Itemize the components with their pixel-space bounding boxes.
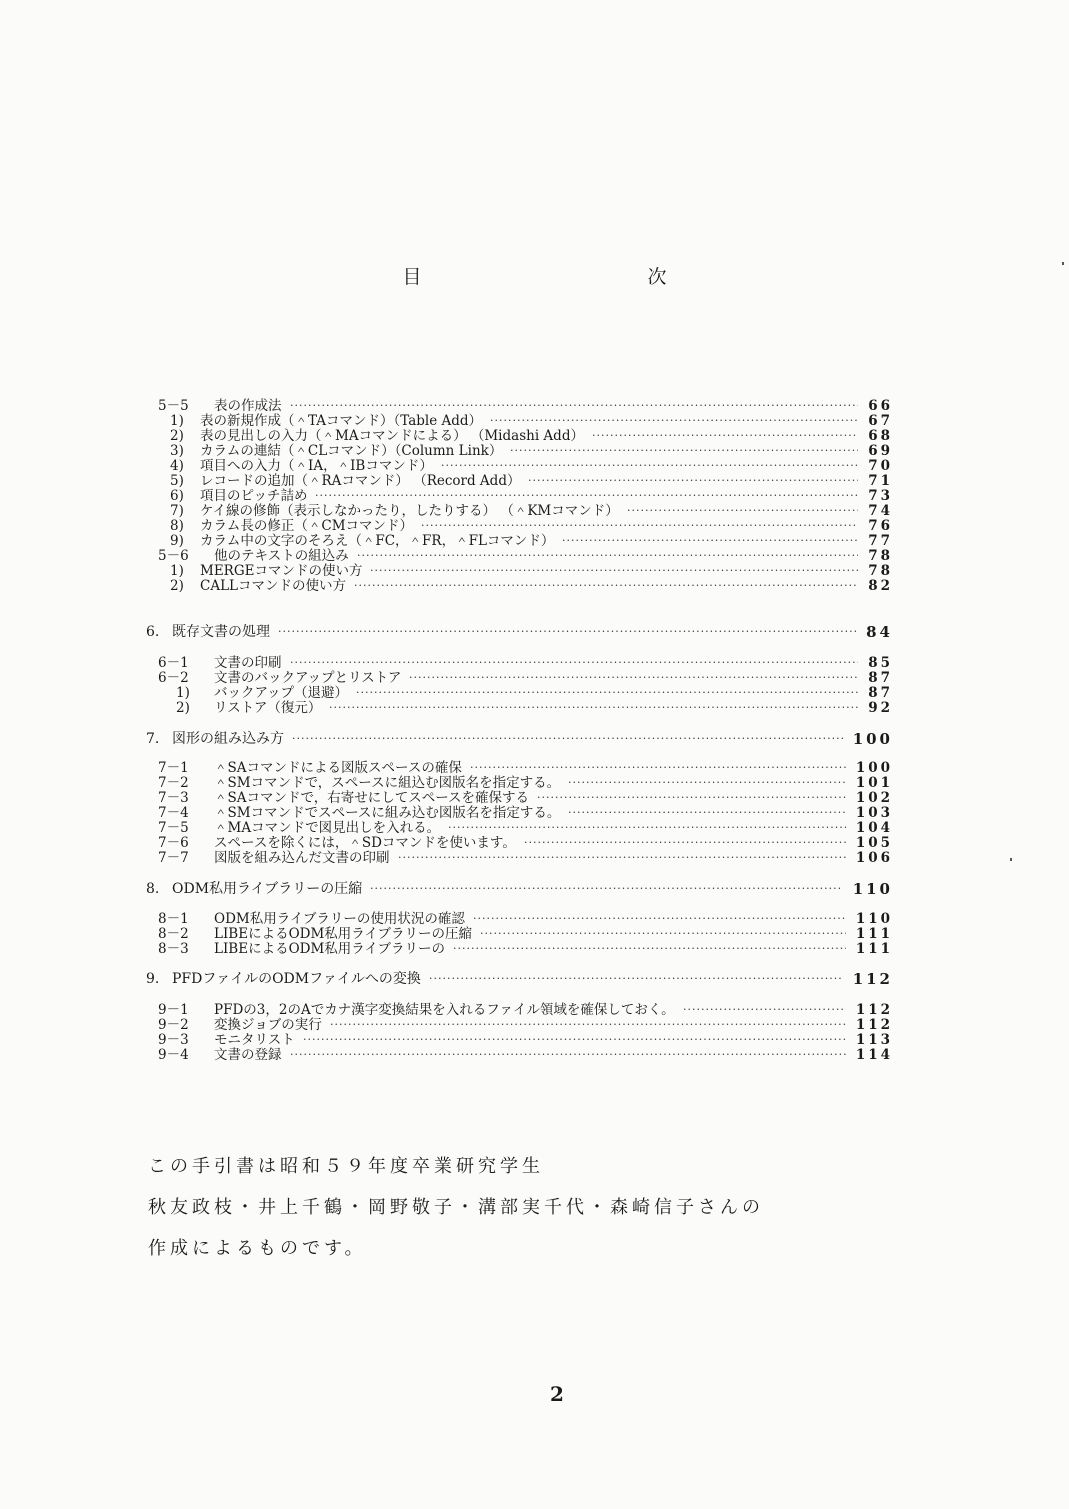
toc-entry-page: 78 [868,548,893,564]
author-note-line-1: この手引書は昭和５９年度卒業研究学生 [148,1156,544,1177]
toc-entry-page: 71 [868,473,893,489]
toc-entry-number: 7－7 [158,850,189,866]
toc-entry-page: 84 [866,623,893,641]
toc-entry-title: PFDファイルのODMファイルへの変換 [172,971,421,987]
toc-entry [0,941,1069,957]
toc-entry-page: 100 [855,760,893,776]
toc-entry [0,398,1069,414]
toc-leader-dots [470,760,846,776]
toc-leader-dots [292,731,843,747]
toc-entry-page: 70 [868,458,893,474]
toc-entry-title: CALLコマンドの使い方 [200,578,347,594]
toc-entry-number: 5－6 [158,548,189,564]
toc-entry-page: 112 [852,970,893,988]
toc-entry-title: カラム中の文字のそろえ（＾FC，＾FR，＾FLコマンド） [200,533,555,549]
toc-entry-number: 7－5 [158,820,189,836]
toc-entry [0,578,1069,594]
toc-leader-dots [562,533,858,549]
toc-entry-title: 表の見出しの入力（＾MAコマンドによる） （Midashi Add） [200,428,584,444]
toc-leader-dots [356,685,858,701]
toc-leader-dots [537,790,846,806]
toc-entry [0,458,1069,474]
toc-leader-dots [528,473,858,489]
toc-entry-title: ＾SMコマンドでスペースに組み込む図版名を指定する。 [214,805,561,821]
toc-leader-dots [592,428,858,444]
toc-entry-title: ODM私用ライブラリーの使用状況の確認 [214,911,465,927]
toc-entry [0,820,1069,836]
toc-entry [0,563,1069,579]
toc-entry-page: 112 [855,1002,893,1018]
toc-entry-title: レコードの追加（＾RAコマンド） （Record Add） [200,473,521,489]
toc-entry-number: 6－1 [158,655,189,671]
toc-leader-dots [490,413,858,429]
toc-entry-page: 110 [855,911,893,927]
toc-leader-dots [473,911,846,927]
toc-entry-title: 他のテキストの組込み [214,548,349,564]
toc-entry-number: 9－4 [158,1047,189,1063]
toc-entry-page: 74 [868,503,893,519]
toc-entry [0,700,1069,716]
author-note-line-2: 秋友政枝・井上千鶴・岡野敬子・溝部実千代・森崎信子さんの [148,1197,764,1218]
toc-entry-title: 文書の印刷 [214,655,282,671]
toc-entry-number: 9－1 [158,1002,189,1018]
toc-entry-page: 82 [868,578,893,594]
toc-entry-title: ＾MAコマンドで図見出しを入れる。 [214,820,441,836]
toc-entry [0,731,1069,747]
toc-entry [0,473,1069,489]
toc-entry-page: 112 [855,1017,893,1033]
toc-entry [0,413,1069,429]
toc-entry-page: 85 [868,655,893,671]
toc-entry-number: 4) [170,458,184,474]
toc-leader-dots [627,503,858,519]
toc-entry-title: MERGEコマンドの使い方 [200,563,363,579]
toc-entry [0,805,1069,821]
toc-entry-page: 111 [855,941,893,957]
toc-entry-number: 1) [170,413,184,429]
toc-leader-dots [357,548,858,564]
toc-entry-page: 77 [868,533,893,549]
toc-entry-number: 2) [176,700,190,716]
toc-entry-page: 103 [855,805,893,821]
toc-entry-number: 5－5 [158,398,189,414]
toc-entry-page: 68 [868,428,893,444]
toc-entry [0,1047,1069,1063]
toc-leader-dots [329,700,858,716]
toc-entry-page: 102 [855,790,893,806]
toc-entry-page: 101 [855,775,893,791]
toc-entry-number: 5) [170,473,184,489]
toc-entry-page: 73 [868,488,893,504]
toc-entry-number: 7－1 [158,760,189,776]
scan-speck [1062,262,1064,265]
toc-entry-title: PFDの3，2のAでカナ漢字変換結果を入れるファイル領域を確保しておく。 [214,1002,675,1018]
toc-entry-number: 9－2 [158,1017,189,1033]
toc-entry [0,971,1069,987]
toc-entry [0,488,1069,504]
toc-entry [0,1017,1069,1033]
toc-leader-dots [510,443,858,459]
toc-entry-number: 9. [146,971,160,987]
toc-leader-dots [524,835,846,851]
toc-entry-title: ＾SMコマンドで，スペースに組込む図版名を指定する。 [214,775,561,791]
toc-entry-page: 78 [868,563,893,579]
toc-leader-dots [480,926,846,942]
toc-entry-title: 表の新規作成（＾TAコマンド）（Table Add） [200,413,483,429]
toc-entry-number: 6－2 [158,670,189,686]
toc-entry-title: バックアップ（退避） [214,685,349,701]
toc-leader-dots [409,670,858,686]
toc-entry-title: カラムの連結（＾CLコマンド）（Column Link） [200,443,503,459]
toc-entry-page: 114 [855,1047,893,1063]
toc-entry-title: モニタリスト [214,1032,295,1048]
toc-entry [0,850,1069,866]
toc-entry-number: 2) [170,428,184,444]
toc-entry [0,533,1069,549]
toc-leader-dots [429,971,843,987]
toc-entry-number: 8－3 [158,941,189,957]
toc-entry [0,926,1069,942]
toc-entry-title: ＾SAコマンドによる図版スペースの確保 [214,760,462,776]
toc-leader-dots [354,578,858,594]
toc-entry-number: 1) [176,685,190,701]
toc-entry-page: 104 [855,820,893,836]
toc-entry [0,911,1069,927]
toc-leader-dots [568,805,846,821]
toc-entry [0,503,1069,519]
toc-leader-dots [453,941,846,957]
toc-entry [0,1032,1069,1048]
toc-entry-page: 69 [868,443,893,459]
toc-entry-title: 項目のピッチ詰め [200,488,308,504]
toc-entry-number: 7－2 [158,775,189,791]
toc-entry-title: ODM私用ライブラリーの圧縮 [172,881,363,897]
toc-entry-number: 9) [170,533,184,549]
toc-entry [0,670,1069,686]
toc-entry-title: 変換ジョブの実行 [214,1017,322,1033]
toc-entry [0,443,1069,459]
toc-entry-title: 文書の登録 [214,1047,282,1063]
toc-entry [0,518,1069,534]
toc-leader-dots [683,1002,846,1018]
toc-entry-number: 6. [146,624,160,640]
toc-entry-page: 92 [868,700,893,716]
toc-leader-dots [330,1017,846,1033]
toc-leader-dots [421,518,858,534]
toc-entry [0,1002,1069,1018]
toc-entry [0,548,1069,564]
toc-entry-page: 110 [852,880,893,898]
toc-leader-dots [278,624,856,640]
toc-leader-dots [315,488,858,504]
toc-entry-number: 7. [146,731,160,747]
toc-entry [0,790,1069,806]
page-number: 2 [550,1382,564,1406]
toc-entry [0,835,1069,851]
toc-entry-page: 87 [868,670,893,686]
toc-entry-title: 既存文書の処理 [172,624,270,640]
toc-entry-title: ＾SAコマンドで，右寄せにしてスペースを確保する [214,790,530,806]
toc-entry-number: 8－1 [158,911,189,927]
toc-entry [0,881,1069,897]
toc-entry-page: 106 [855,850,893,866]
toc-entry-title: ケイ線の修飾（表示しなかったり，したりする） （＾KMコマンド） [200,503,619,519]
toc-entry [0,685,1069,701]
toc-entry-title: スペースを除くには，＾SDコマンドを使います。 [214,835,516,851]
toc-leader-dots [370,563,858,579]
toc-entry-page: 100 [852,730,893,748]
toc-leader-dots [370,881,843,897]
scan-speck [1010,858,1012,861]
toc-leader-dots [441,458,858,474]
toc-entry [0,775,1069,791]
toc-entry-number: 2) [170,578,184,594]
toc-entry-number: 7－4 [158,805,189,821]
toc-leader-dots [290,398,858,414]
toc-entry-page: 66 [868,398,893,414]
toc-entry [0,760,1069,776]
toc-leader-dots [568,775,846,791]
toc-entry-number: 3) [170,443,184,459]
toc-entry-page: 111 [855,926,893,942]
toc-leader-dots [303,1032,846,1048]
toc-entry-number: 7－6 [158,835,189,851]
toc-entry [0,428,1069,444]
toc-entry-title: カラム長の修正（＾CMコマンド） [200,518,414,534]
toc-entry-title: 文書のバックアップとリストア [214,670,402,686]
toc-entry-page: 113 [855,1032,893,1048]
toc-entry-title: LIBEによるODM私用ライブラリーの [214,941,445,957]
toc-entry-title: LIBEによるODM私用ライブラリーの圧縮 [214,926,472,942]
toc-entry-title: 表の作成法 [214,398,282,414]
toc-leader-dots [290,655,858,671]
toc-entry-number: 1) [170,563,184,579]
toc-entry [0,624,1069,640]
toc-entry-number: 6) [170,488,184,504]
toc-entry-title: リストア（復元） [214,700,322,716]
toc-entry-title: 図版を組み込んだ文書の印刷 [214,850,390,866]
toc-leader-dots [398,850,846,866]
toc-entry-number: 7－3 [158,790,189,806]
toc-entry [0,655,1069,671]
toc-entry-title: 項目への入力（＾IA，＾IBコマンド） [200,458,433,474]
toc-entry-page: 105 [855,835,893,851]
toc-entry-page: 67 [868,413,893,429]
toc-leader-dots [448,820,846,836]
page-title: 目 次 [402,266,777,288]
toc-entry-number: 8－2 [158,926,189,942]
toc-entry-number: 9－3 [158,1032,189,1048]
toc-entry-page: 87 [868,685,893,701]
author-note-line-3: 作成によるものです。 [148,1238,367,1259]
toc-leader-dots [290,1047,846,1063]
toc-entry-title: 図形の組み込み方 [172,731,284,747]
toc-entry-page: 76 [868,518,893,534]
toc-entry-number: 8) [170,518,184,534]
toc-entry-number: 7) [170,503,184,519]
toc-entry-number: 8. [146,881,160,897]
